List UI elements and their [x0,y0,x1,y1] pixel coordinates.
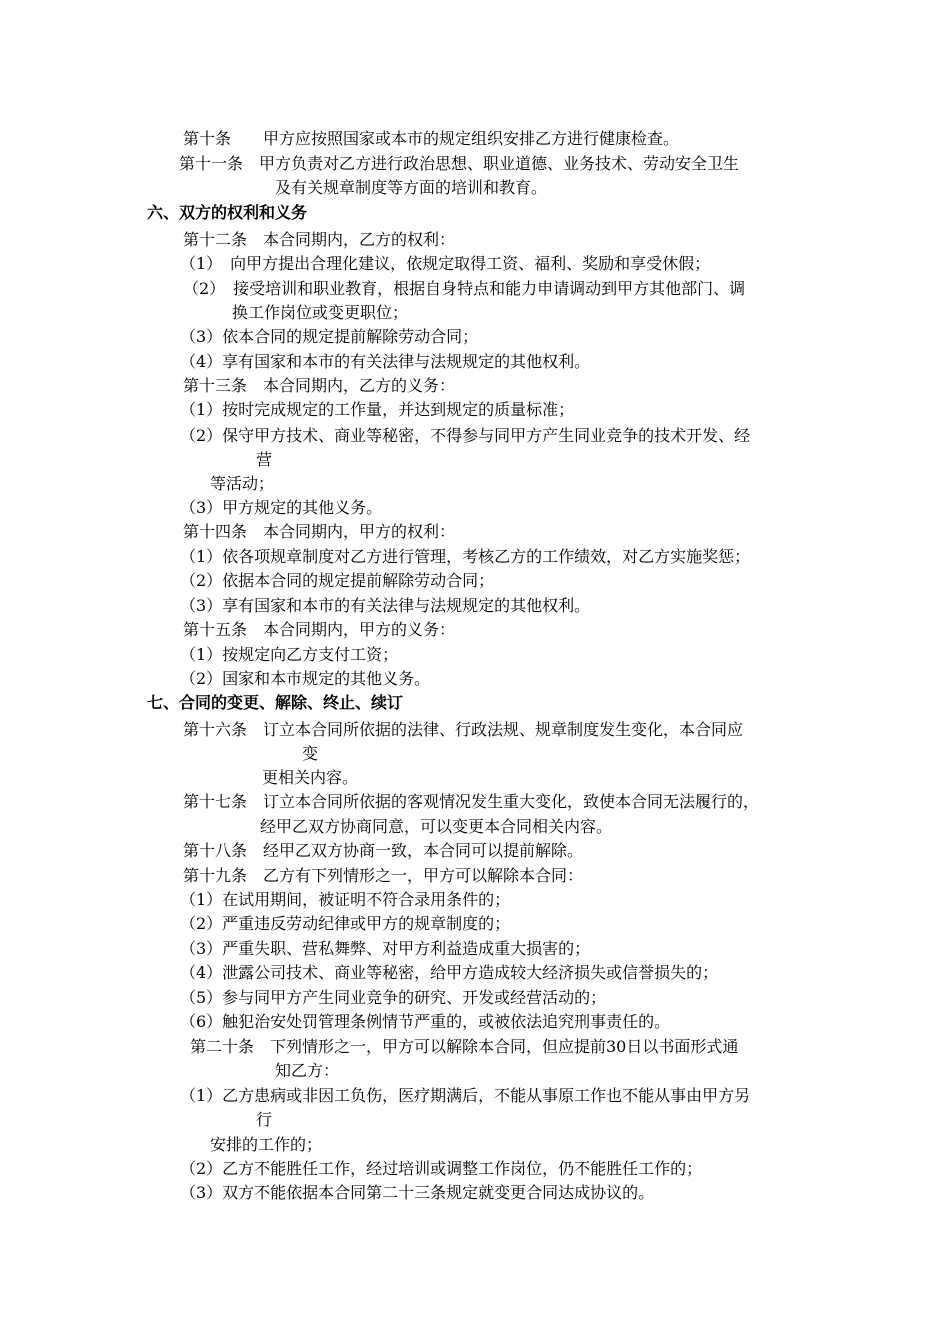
article-17-cont: 经甲乙双方协商同意，可以变更本合同相关内容。 [260,817,613,836]
list-item: （2）乙方不能胜任工作，经过培训或调整工作岗位，仍不能胜任工作的； [180,1159,703,1178]
list-item-cont: 营 [256,450,273,469]
list-item: （1） 向甲方提出合理化建议，依规定取得工资、福利、奖励和享受休假； [180,254,711,273]
list-item: （3）甲方规定的其他义务。 [180,498,383,517]
list-item: （2）保守甲方技术、商业等秘密，不得参与同甲方产生同业竞争的技术开发、经 [180,426,751,445]
list-item: （2） 接受培训和职业教育，根据自身特点和能力申请调动到甲方其他部门、调 [183,279,746,298]
article-12: 第十二条 本合同期内，乙方的权利： [183,230,456,249]
article-18: 第十八条 经甲乙双方协商一致，本合同可以提前解除。 [183,841,584,860]
list-item-cont: 安排的工作的； [210,1135,323,1154]
article-17: 第十七条 订立本合同所依据的客观情况发生重大变化，致使本合同无法履行的， [183,792,760,811]
list-item: （1）依各项规章制度对乙方进行管理，考核乙方的工作绩效，对乙方实施奖惩； [180,547,751,566]
list-item: （1）按时完成规定的工作量，并达到规定的质量标准； [180,400,575,419]
list-item: （5）参与同甲方产生同业竞争的研究、开发或经营活动的； [180,988,607,1007]
article-16-cont: 变 [302,744,319,763]
article-20-cont: 知乙方： [275,1061,340,1080]
list-item-cont: 换工作岗位或变更职位； [232,303,409,322]
article-20: 第二十条 下列情形之一，甲方可以解除本合同，但应提前30日以书面形式通 [190,1037,739,1056]
section-heading-7: 七、合同的变更、解除、终止、续订 [147,693,404,712]
section-heading-6: 六、双方的权利和义务 [147,203,308,222]
list-item: （2）严重违反劳动纪律或甲方的规章制度的； [180,914,511,933]
list-item: （2）依据本合同的规定提前解除劳动合同； [180,571,495,590]
article-11-cont: 及有关规章制度等方面的培训和教育。 [275,178,548,197]
list-item: （4）泄露公司技术、商业等秘密，给甲方造成较大经济损失或信誉损失的； [180,963,719,982]
list-item: （4）享有国家和本市的有关法律与法规规定的其他权利。 [180,352,591,371]
article-13: 第十三条 本合同期内，乙方的义务： [183,376,456,395]
article-10: 第十条 甲方应按照国家或本市的规定组织安排乙方进行健康检查。 [183,129,680,148]
article-16-cont: 更相关内容。 [262,768,359,787]
article-19: 第十九条 乙方有下列情形之一，甲方可以解除本合同： [183,866,584,885]
list-item-cont: 行 [256,1110,273,1129]
list-item: （3）享有国家和本市的有关法律与法规规定的其他权利。 [180,596,591,615]
list-item: （3）双方不能依据本合同第二十三条规定就变更合同达成协议的。 [180,1183,655,1202]
list-item: （3）严重失职、营私舞弊、对甲方利益造成重大损害的； [180,939,591,958]
list-item: （2）国家和本市规定的其他义务。 [180,669,431,688]
list-item: （1）按规定向乙方支付工资； [180,645,399,664]
article-16: 第十六条 订立本合同所依据的法律、行政法规、规章制度发生变化，本合同应 [183,720,744,739]
list-item: （1）在试用期间，被证明不符合录用条件的； [180,890,511,909]
article-14: 第十四条 本合同期内，甲方的权利： [183,522,456,541]
list-item: （6）触犯治安处罚管理条例情节严重的，或被依法追究刑事责任的。 [180,1012,671,1031]
article-11: 第十一条 甲方负责对乙方进行政治思想、职业道德、业务技术、劳动安全卫生 [179,154,740,173]
list-item: （1）乙方患病或非因工负伤，医疗期满后，不能从事原工作也不能从事由甲方另 [180,1086,751,1105]
article-15: 第十五条 本合同期内，甲方的义务： [183,620,456,639]
list-item-cont: 等活动； [210,474,275,493]
list-item: （3）依本合同的规定提前解除劳动合同； [180,327,479,346]
